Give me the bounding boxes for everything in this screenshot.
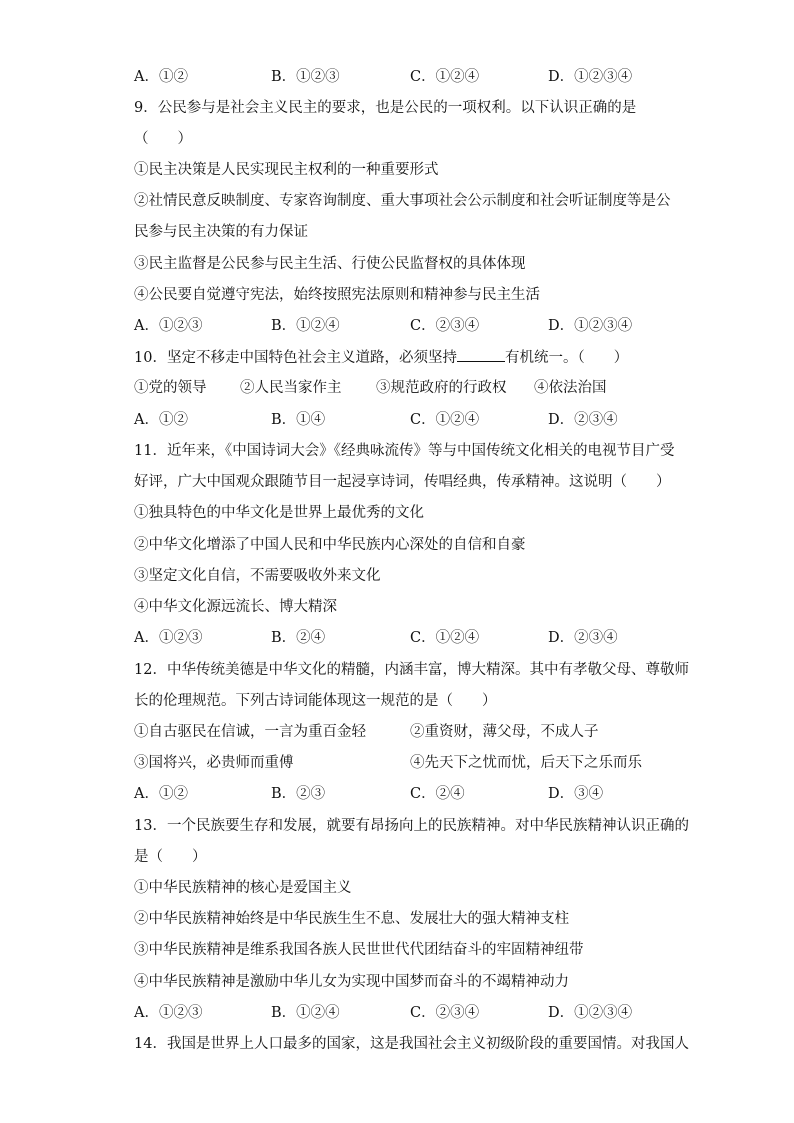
q10-stem-before: 10．坚定不移走中国特色社会主义道路，必须坚持 <box>134 350 457 366</box>
q12-option-a: A．①② <box>134 786 188 802</box>
q13-option-a: A．①②③ <box>134 1005 203 1021</box>
q9-option-a: A．①②③ <box>134 318 203 334</box>
q14-stem-line1: 14．我国是世界上人口最多的国家，这是我国社会主义初级阶段的重要国情。对我国人 <box>134 1036 689 1052</box>
q12-item-4: ④先天下之忧而忧，后天下之乐而乐 <box>410 755 642 771</box>
q13-item-4: ④中华民族精神是激励中华儿女为实现中国梦而奋斗的不竭精神动力 <box>134 974 569 990</box>
q13-options <box>134 1003 674 1023</box>
q9-options <box>134 316 674 336</box>
q11-option-b: B．②④ <box>271 630 326 646</box>
q13-option-c: C．②③④ <box>410 1005 480 1021</box>
q12-option-b: B．②③ <box>271 786 326 802</box>
q13-option-b: B．①②④ <box>271 1005 340 1021</box>
q11-option-c: C．①②④ <box>410 630 480 646</box>
q11-options <box>134 628 674 648</box>
q12-stem-line1: 12．中华传统美德是中华文化的精髓，内涵丰富，博大精深。其中有孝敬父母、尊敬师 <box>134 662 689 678</box>
q13-stem-line2: 是（ ） <box>134 849 207 865</box>
q11-stem-line2: 好评，广大中国观众跟随节目一起浸享诗词，传唱经典，传承精神。这说明（ ） <box>134 474 671 490</box>
q10-options <box>134 410 674 430</box>
q13-item-3: ③中华民族精神是维系我国各族人民世世代代团结奋斗的牢固精神纽带 <box>134 942 584 958</box>
q10-stem <box>134 347 628 368</box>
q9-option-d: D．①②③④ <box>548 318 633 334</box>
q12-options <box>134 784 674 804</box>
q13-item-1: ①中华民族精神的核心是爱国主义 <box>134 880 352 896</box>
q12-option-d: D．③④ <box>548 786 604 802</box>
q9-option-b: B．①②④ <box>271 318 340 334</box>
q8-option-c: C．①②④ <box>410 69 480 85</box>
q10-option-b: B．①④ <box>271 412 326 428</box>
q9-item-1: ①民主决策是人民实现民主权利的一种重要形式 <box>134 162 439 178</box>
q10-option-a: A．①② <box>134 412 188 428</box>
q13-stem-line1: 13．一个民族要生存和发展，就要有昂扬向上的民族精神。对中华民族精神认识正确的 <box>134 818 689 834</box>
q9-stem-line1: 9．公民参与是社会主义民主的要求，也是公民的一项权利。以下认识正确的是 <box>134 100 637 116</box>
q11-item-3: ③坚定文化自信，不需要吸收外来文化 <box>134 568 381 584</box>
q9-item-2-cont: 民参与民主决策的有力保证 <box>134 224 308 240</box>
q13-option-d: D．①②③④ <box>548 1005 633 1021</box>
q8-option-a: A．①② <box>134 69 188 85</box>
q10-item-1: ①党的领导 <box>134 380 207 396</box>
q9-item-3: ③民主监督是公民参与民主生活、行使公民监督权的具体体现 <box>134 256 526 272</box>
q8-options <box>134 67 674 87</box>
q12-stem-line2: 长的伦理规范。下列古诗词能体现这一规范的是（ ） <box>134 693 497 709</box>
q10-option-c: C．①②④ <box>410 412 480 428</box>
q11-item-2: ②中华文化增添了中国人民和中华民族内心深处的自信和自豪 <box>134 537 526 553</box>
q11-item-4: ④中华文化源远流长、博大精深 <box>134 599 337 615</box>
q11-item-1: ①独具特色的中华文化是世界上最优秀的文化 <box>134 505 424 521</box>
q12-item-1: ①自古驱民在信诚，一言为重百金轻 <box>134 724 366 740</box>
q12-item-2: ②重资财，薄父母，不成人子 <box>410 724 599 740</box>
q9-option-c: C．②③④ <box>410 318 480 334</box>
q10-item-3: ③规范政府的行政权 <box>376 380 507 396</box>
q10-option-d: D．②③④ <box>548 412 618 428</box>
q10-stem-after: 有机统一。（ ） <box>504 350 629 366</box>
q11-stem-line1: 11．近年来，《中国诗词大会》《经典咏流传》等与中国传统文化相关的电视节目广受 <box>134 443 675 459</box>
q8-option-d: D．①②③④ <box>548 69 633 85</box>
q10-item-2: ②人民当家作主 <box>240 380 342 396</box>
q10-blank <box>457 347 505 362</box>
q9-item-4: ④公民要自觉遵守宪法，始终按照宪法原则和精神参与民主生活 <box>134 287 540 303</box>
q10-item-4: ④依法治国 <box>534 380 607 396</box>
q12-item-3: ③国将兴，必贵师而重傅 <box>134 755 294 771</box>
q9-item-2: ②社情民意反映制度、专家咨询制度、重大事项社会公示制度和社会听证制度等是公 <box>134 193 671 209</box>
q13-item-2: ②中华民族精神始终是中华民族生生不息、发展壮大的强大精神支柱 <box>134 911 569 927</box>
q12-option-c: C．②④ <box>410 786 465 802</box>
q8-option-b: B．①②③ <box>271 69 340 85</box>
q11-option-d: D．②③④ <box>548 630 618 646</box>
q9-stem-line2: （ ） <box>134 131 192 147</box>
q11-option-a: A．①②③ <box>134 630 203 646</box>
